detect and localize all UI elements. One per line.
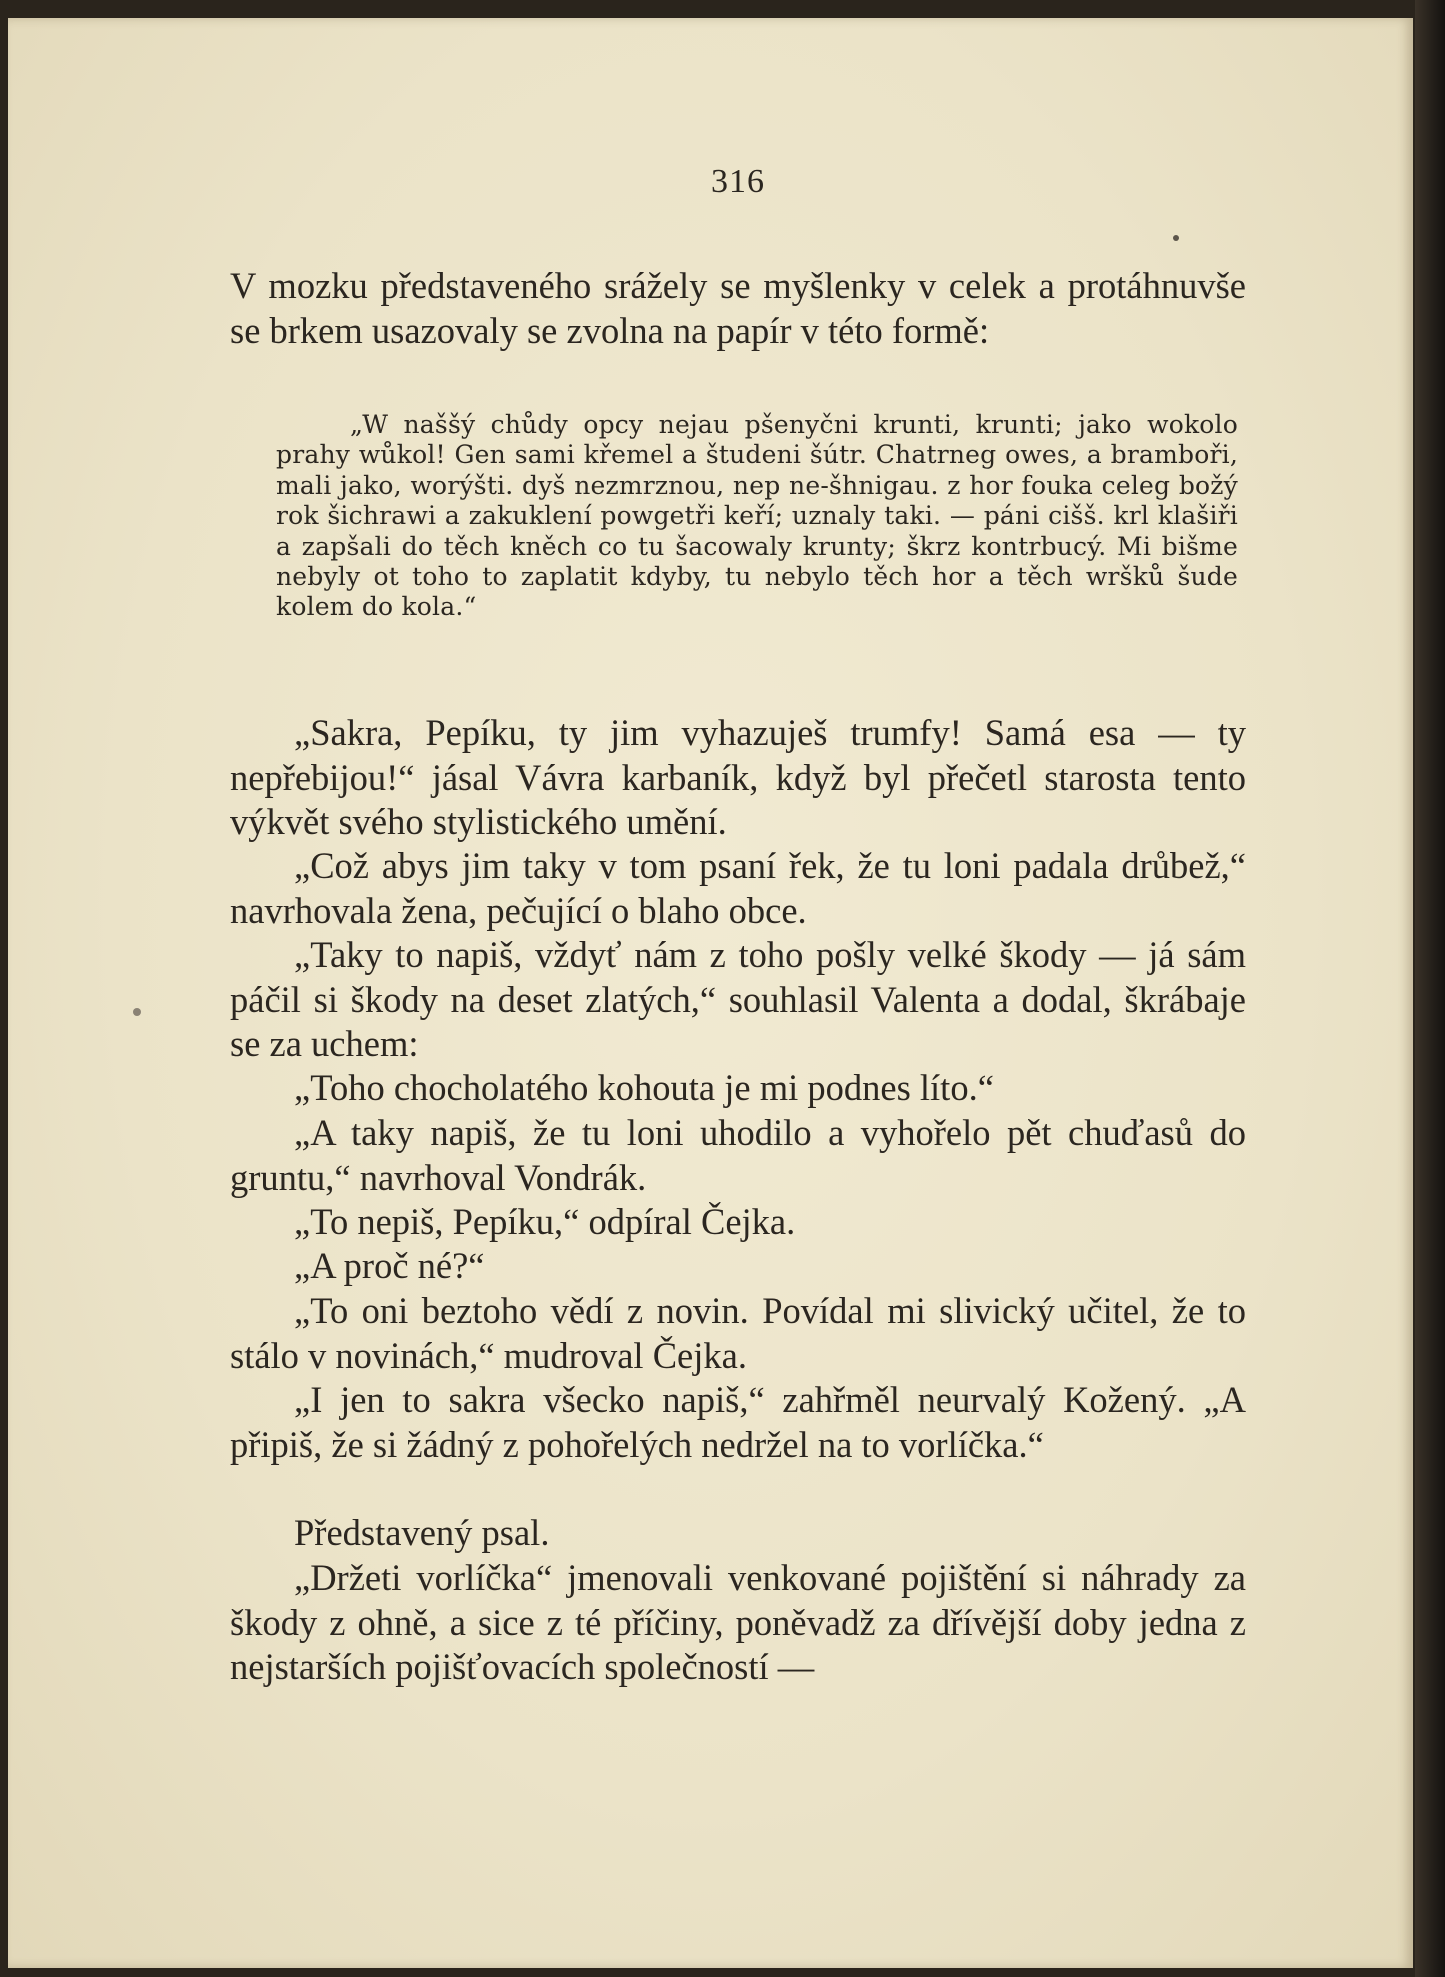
paper-speck xyxy=(1173,235,1179,241)
book-page xyxy=(8,18,1413,1968)
page-number: 316 xyxy=(711,163,765,200)
paragraph-kozeny: „I jen to sakra všecko napiš,“ zahřměl neurvalý Kožený. „A připiš, že si žádný z pohořelých nedržel na to vorlíčka.“ xyxy=(230,1379,1246,1465)
paragraph-proc-ne: „A proč né?“ xyxy=(294,1245,485,1286)
paragraph-vondrak: „A taky napiš, že tu loni uhodilo a vyhořelo pět chuďasů do gruntu,“ navrhoval Vondrák. xyxy=(230,1112,1246,1198)
paragraph-kohout: „Toho chocholatého kohouta je mi podnes líto.“ xyxy=(294,1067,994,1108)
paragraph-valenta: „Taky to napiš, vždyť nám z toho pošly velké škody — já sám páčil si škody na deset zlatých,“ souhlasil Valenta a dodal, škrábaje se za uchem: xyxy=(230,934,1246,1064)
paragraph-predstaveny: Představený psal. xyxy=(294,1512,550,1553)
paragraph-zena: „Což abys jim taky v tom psaní řek, že tu loni padala drůbež,“ navrhovala žena, pečující o blaho obce. xyxy=(230,845,1246,931)
paragraph-cejka-1: „To nepiš, Pepíku,“ odpíral Čejka. xyxy=(294,1201,796,1242)
paper-speck xyxy=(133,1008,141,1016)
paragraph-cejka-2: „To oni beztoho vědí z novin. Povídal mi slivický učitel, že to stálo v novinách,“ mudroval Čejka. xyxy=(230,1290,1246,1376)
book-spine-shadow xyxy=(1415,0,1445,1977)
paragraph-intro: V mozku představeného srážely se myšlenky v celek a protáhnuvše se brkem usazovaly se zvolna na papír v této formě: xyxy=(230,265,1246,351)
fraktur-quote: „W naššý chůdy opcy nejau pšenyčni krunti, krunti; jako wokolo prahy wůkol! Gen sami křemel a študeni šútr. Chatrneg owes, a bramboři, mali jako, worýšti. dyš nezmrznou, nep ne-šhnigau. z hor fouka celeg božý rok šichrawi a zakuklení powgetři keří; uznaly taki. — páni cišš. krl klašiři a zapšali do těch kněch co tu šacowaly krunty; škrz kontrbucý. Mi bišme nebyly ot toho to zaplatit kdyby, tu nebylo těch hor a těch wršků šude kolem do kola.“ xyxy=(276,410,1238,622)
paragraph-vavra: „Sakra, Pepíku, ty jim vyhazuješ trumfy! Samá esa — ty nepřebijou!“ jásal Vávra karbaník, když byl přečetl starosta tento výkvět svého stylistického umění. xyxy=(230,712,1246,842)
paragraph-vorlicek: „Držeti vorlíčka“ jmenovali venkované pojištění si náhrady za škody z ohně, a sice z té příčiny, poněvadž za dřívější doby jedna z nejstarších pojišťovacích společností — xyxy=(230,1557,1246,1687)
